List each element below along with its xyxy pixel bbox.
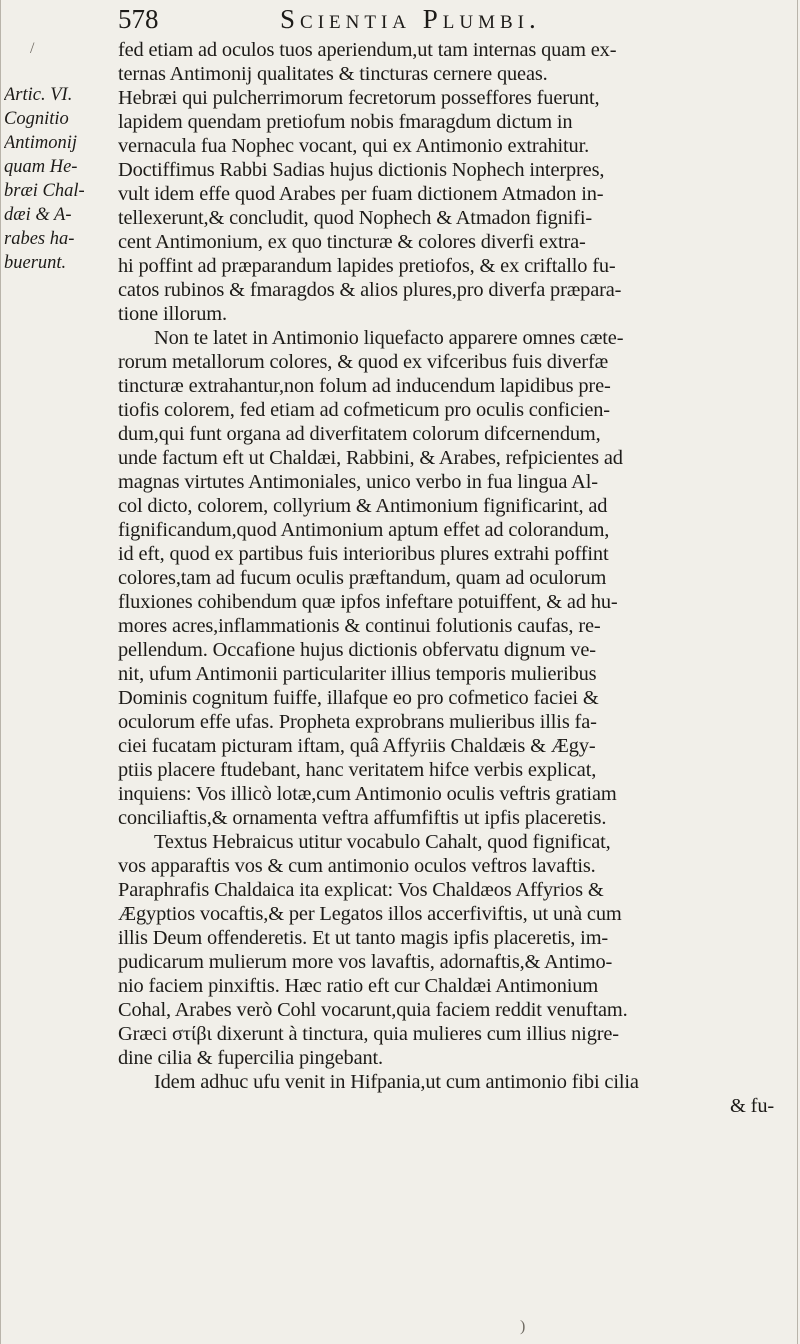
text-line: Ægyptios vocaftis,& per Legatos illos accerfiviftis, ut unà cum [118, 903, 622, 925]
text-line: pudicarum mulierum more vos lavaftis, adornaftis,& Antimo- [118, 951, 613, 973]
body-text [118, 38, 798, 1118]
page-edge-left [0, 0, 1, 1344]
text-line: Hebræi qui pulcherrimorum fecretorum posseffores fuerunt, [118, 87, 600, 109]
text-line: dine cilia & fupercilia pingebant. [118, 1047, 383, 1069]
text-line: pellendum. Occafione hujus dictionis obfervatu dignum ve- [118, 639, 596, 661]
text-line: tiofis colorem, fed etiam ad cofmeticum pro oculis conficien- [118, 399, 610, 421]
page-number: 578 [118, 4, 159, 34]
margin-mark: ) [520, 1318, 526, 1335]
text-line: Dominis cognitum fuiffe, illafque eo pro cofmetico faciei & [118, 687, 599, 709]
text-line: vernacula fua Nophec vocant, qui ex Antimonio extrahitur. [118, 135, 590, 157]
text-line: oculorum effe ufas. Propheta exprobrans mulieribus illis fa- [118, 711, 597, 733]
text-line: Textus Hebraicus utitur vocabulo Cahalt, quod fignificat, [154, 831, 611, 853]
text-line: ciei fucatam picturam iftam, quâ Affyriis Chaldæis & Ægy- [118, 735, 596, 757]
text-line: col dicto, colorem, collyrium & Antimonium fignificarint, ad [118, 495, 608, 517]
text-line: hi poffint ad præparandum lapides pretiofos, & ex criftallo fu- [118, 255, 616, 277]
text-line: nit, ufum Antimonii particulariter illius temporis mulieribus [118, 663, 597, 685]
running-title: Scientia Plumbi. [280, 4, 541, 34]
text-line: vos apparaftis vos & cum antimonio oculos veftros lavaftis. [118, 855, 596, 877]
text-line: lapidem quendam pretiofum nobis fmaragdum dictum in [118, 111, 573, 133]
margin-note-line: quam He- [4, 157, 78, 177]
margin-note-line: buerunt. [4, 253, 67, 273]
text-line: inquiens: Vos illicò lotæ,cum Antimonio oculis veftris gratiam [118, 783, 617, 805]
text-line: tincturæ extrahantur,non folum ad inducendum lapidibus pre- [118, 375, 611, 397]
margin-note-line: Artic. VI. [4, 85, 73, 105]
text-line: unde factum eft ut Chaldæi, Rabbini, & Arabes, refpicientes ad [118, 447, 623, 469]
margin-note-line: bræi Chal- [4, 181, 85, 201]
text-line: Doctiffimus Rabbi Sadias hujus dictionis Nophech interpres, [118, 159, 605, 181]
text-line: id eft, quod ex partibus fuis interioribus plures extrahi poffint [118, 543, 609, 565]
text-line: rorum metallorum colores, & quod ex vifceribus fuis diverfæ [118, 351, 609, 373]
text-line: Cohal, Arabes verò Cohl vocarunt,quia faciem reddit venuftam. [118, 999, 628, 1021]
text-line: Paraphrafis Chaldaica ita explicat: Vos Chaldæos Affyrios & [118, 879, 604, 901]
margin-note-line: rabes ha- [4, 229, 75, 249]
text-line: vult idem effe quod Arabes per fuam dictionem Atmadon in- [118, 183, 604, 205]
margin-note-line: Antimonij [4, 133, 77, 153]
margin-note [4, 83, 116, 275]
text-line: ptiis placere ftudebant, hanc veritatem hifce verbis explicat, [118, 759, 597, 781]
margin-note-line: dæi & A- [4, 205, 72, 225]
text-line: Græci στίβι dixerunt à tinctura, quia mulieres cum illius nigre- [118, 1023, 619, 1045]
text-line: catos rubinos & fmaragdos & alios plures,pro diverfa præpara- [118, 279, 622, 301]
text-line: magnas virtutes Antimoniales, unico verbo in fua lingua Al- [118, 471, 598, 493]
text-line: conciliaftis,& ornamenta veftra affumfiftis ut ipfis placeretis. [118, 807, 607, 829]
text-line: tellexerunt,& concludit, quod Nophech & Atmadon fignifi- [118, 207, 593, 229]
catchword: & fu- [730, 1095, 774, 1117]
text-line: Non te latet in Antimonio liquefacto apparere omnes cæte- [154, 327, 624, 349]
margin-note-line: Cognitio [4, 109, 69, 129]
text-line: illis Deum offenderetis. Et ut tanto magis ipfis placeretis, im- [118, 927, 609, 949]
text-line: tione illorum. [118, 303, 227, 325]
text-line: ternas Antimonij qualitates & tincturas cernere queas. [118, 63, 548, 85]
text-line: colores,tam ad fucum oculis præftandum, quam ad oculorum [118, 567, 607, 589]
text-line: cent Antimonium, ex quo tincturæ & colores diverfi extra- [118, 231, 586, 253]
text-line: fed etiam ad oculos tuos aperiendum,ut tam internas quam ex- [118, 39, 617, 61]
margin-mark: / [30, 40, 35, 57]
text-line: mores acres,inflammationis & continui folutionis caufas, re- [118, 615, 601, 637]
text-line: Idem adhuc ufu venit in Hifpania,ut cum antimonio fibi cilia [154, 1071, 639, 1093]
page-header [118, 4, 758, 38]
text-line: nio faciem pinxiftis. Hæc ratio eft cur Chaldæi Antimonium [118, 975, 599, 997]
text-line: fluxiones cohibendum quæ ipfos infeftare potuiffent, & ad hu- [118, 591, 618, 613]
text-line: dum,qui funt organa ad diverfitatem colorum difcernendum, [118, 423, 601, 445]
text-line: fignificandum,quod Antimonium aptum effet ad colorandum, [118, 519, 610, 541]
